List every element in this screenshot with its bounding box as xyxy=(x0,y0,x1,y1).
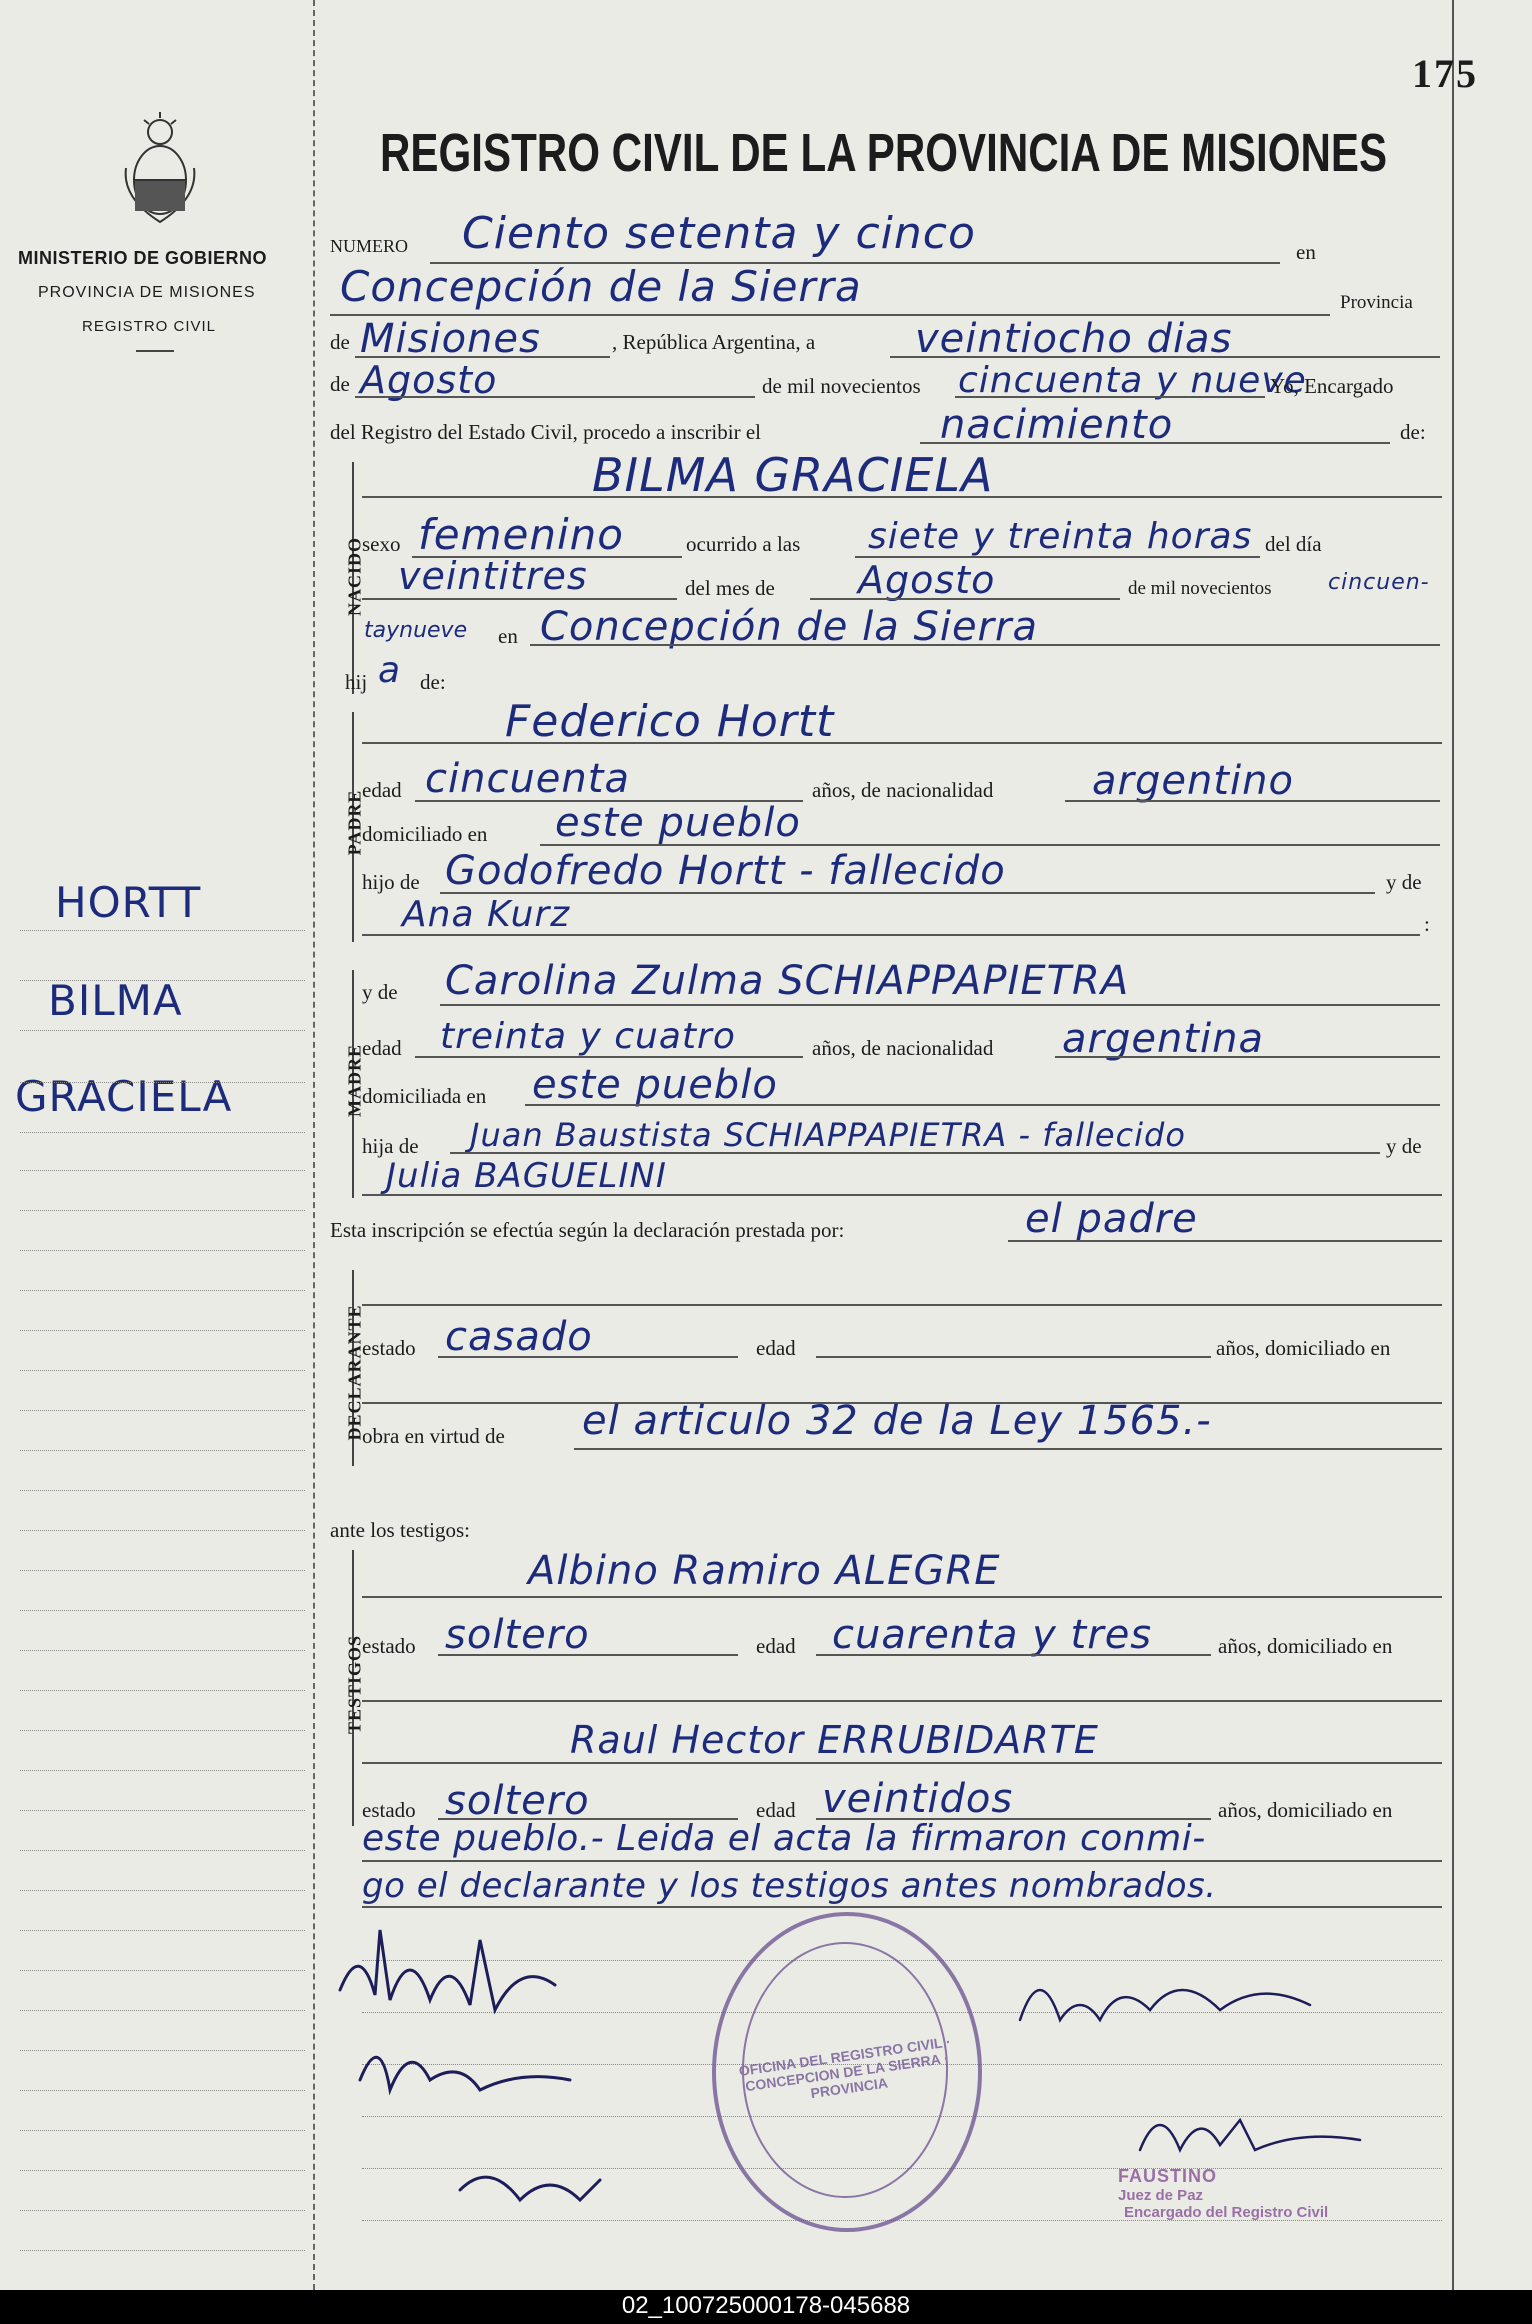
madre-side-label: MADRE xyxy=(344,1044,365,1117)
seal-text: OFICINA DEL REGISTRO CIVIL · CONCEPCION DE LA SIERRA · PROVINCIA xyxy=(737,2033,952,2102)
hw-provincia: Misiones xyxy=(360,316,541,362)
hw-numero: Ciento setenta y cinco xyxy=(462,208,976,259)
hw-hora: siete y treinta horas xyxy=(868,516,1253,557)
page-number: 175 xyxy=(1412,51,1478,96)
hw-declarante: el padre xyxy=(1025,1196,1198,1242)
hw-t2-edad: veintidos xyxy=(822,1776,1014,1822)
nacido-side-label: NACIDO xyxy=(344,537,365,617)
declaracion-label: Esta inscripción se efectúa según la declaración prestada por: xyxy=(330,1218,845,1242)
stamp-line1: FAUSTINO xyxy=(1118,2166,1218,2186)
stamp-line2: Juez de Paz xyxy=(1118,2187,1204,2204)
hw-madre-dom: este pueblo xyxy=(532,1062,778,1108)
hw-anio-nac-1: cincuen- xyxy=(1328,570,1430,595)
hw-t1-edad: cuarenta y tres xyxy=(832,1612,1153,1658)
hw-mes-nac: Agosto xyxy=(858,558,996,602)
hw-lugar-nac: Concepción de la Sierra xyxy=(540,604,1038,650)
stamp-line3: Encargado del Registro Civil xyxy=(1124,2204,1329,2221)
hw-testigo1: Albino Ramiro ALEGRE xyxy=(528,1548,1001,1594)
hw-madre-madre: Julia BAGUELINI xyxy=(386,1156,667,1196)
hw-padre-edad: cincuenta xyxy=(425,756,630,802)
hw-dia: veintiocho dias xyxy=(915,316,1233,362)
hw-cierre-1: este pueblo.- Leida el acta la firmaron conmi- xyxy=(362,1818,1206,1859)
ministry-label: MINISTERIO DE GOBIERNO xyxy=(18,248,268,268)
hw-madre-padre: Juan Baustista SCHIAPPAPIETRA - fallecido xyxy=(470,1116,1186,1154)
footer-code: 02_100725000178-045688 xyxy=(621,2292,911,2319)
hw-madre-nac: argentina xyxy=(1062,1016,1264,1062)
hw-obra: el articulo 32 de la Ley 1565.- xyxy=(582,1398,1212,1444)
hw-mes: Agosto xyxy=(360,358,498,402)
padre-side-label: PADRE xyxy=(344,789,365,856)
hw-sexo: femenino xyxy=(418,510,624,559)
hw-padre-nombre: Federico Hortt xyxy=(505,696,835,747)
hw-lugar: Concepción de la Sierra xyxy=(340,262,862,311)
registry-label: REGISTRO CIVIL xyxy=(82,318,217,335)
hw-t1-estado: soltero xyxy=(445,1612,590,1658)
page-title: REGISTRO CIVIL DE LA PROVINCIA DE MISIONES xyxy=(380,123,1388,183)
signature-testigo1 xyxy=(1020,1990,1310,2020)
hw-decl-estado: casado xyxy=(445,1314,593,1360)
hw-padre-nac: argentino xyxy=(1092,758,1294,804)
signature-juez xyxy=(1140,2120,1360,2150)
hw-padre-padre: Godofredo Hortt - fallecido xyxy=(445,848,1006,894)
hw-madre-edad: treinta y cuatro xyxy=(440,1016,736,1057)
margin-note-surname: HORTT xyxy=(55,878,202,927)
testigos-label: ante los testigos: xyxy=(330,1518,470,1542)
margin-note-name2: GRACIELA xyxy=(15,1072,233,1121)
hw-dia-nac: veintitres xyxy=(398,554,588,598)
hw-acto: nacimiento xyxy=(940,402,1174,448)
hw-padre-madre: Ana Kurz xyxy=(402,894,571,935)
hw-hij: a xyxy=(378,650,402,691)
province-label: PROVINCIA DE MISIONES xyxy=(38,284,256,301)
declarante-side-label: DECLARANTE xyxy=(344,1304,365,1441)
hw-cierre-2: go el declarante y los testigos antes nombrados. xyxy=(362,1866,1217,1906)
hw-anio: cincuenta y nueve xyxy=(958,360,1307,401)
signature-declarante xyxy=(340,1930,600,2200)
hw-padre-dom: este pueblo xyxy=(555,800,801,846)
registry-seal xyxy=(712,1912,982,2232)
margin-note-name1: BILMA xyxy=(48,976,183,1025)
hw-madre-nombre: Carolina Zulma SCHIAPPAPIETRA xyxy=(445,958,1130,1004)
hw-t2-estado: soltero xyxy=(445,1778,590,1824)
hw-anio-nac-2: taynueve xyxy=(364,618,468,643)
hw-nombre: BILMA GRACIELA xyxy=(592,448,994,502)
hw-testigo2: Raul Hector ERRUBIDARTE xyxy=(570,1718,1099,1762)
coat-of-arms-icon xyxy=(118,108,202,228)
testigos-side-label: TESTIGOS xyxy=(344,1634,365,1735)
judge-stamp xyxy=(1118,2166,1328,2221)
